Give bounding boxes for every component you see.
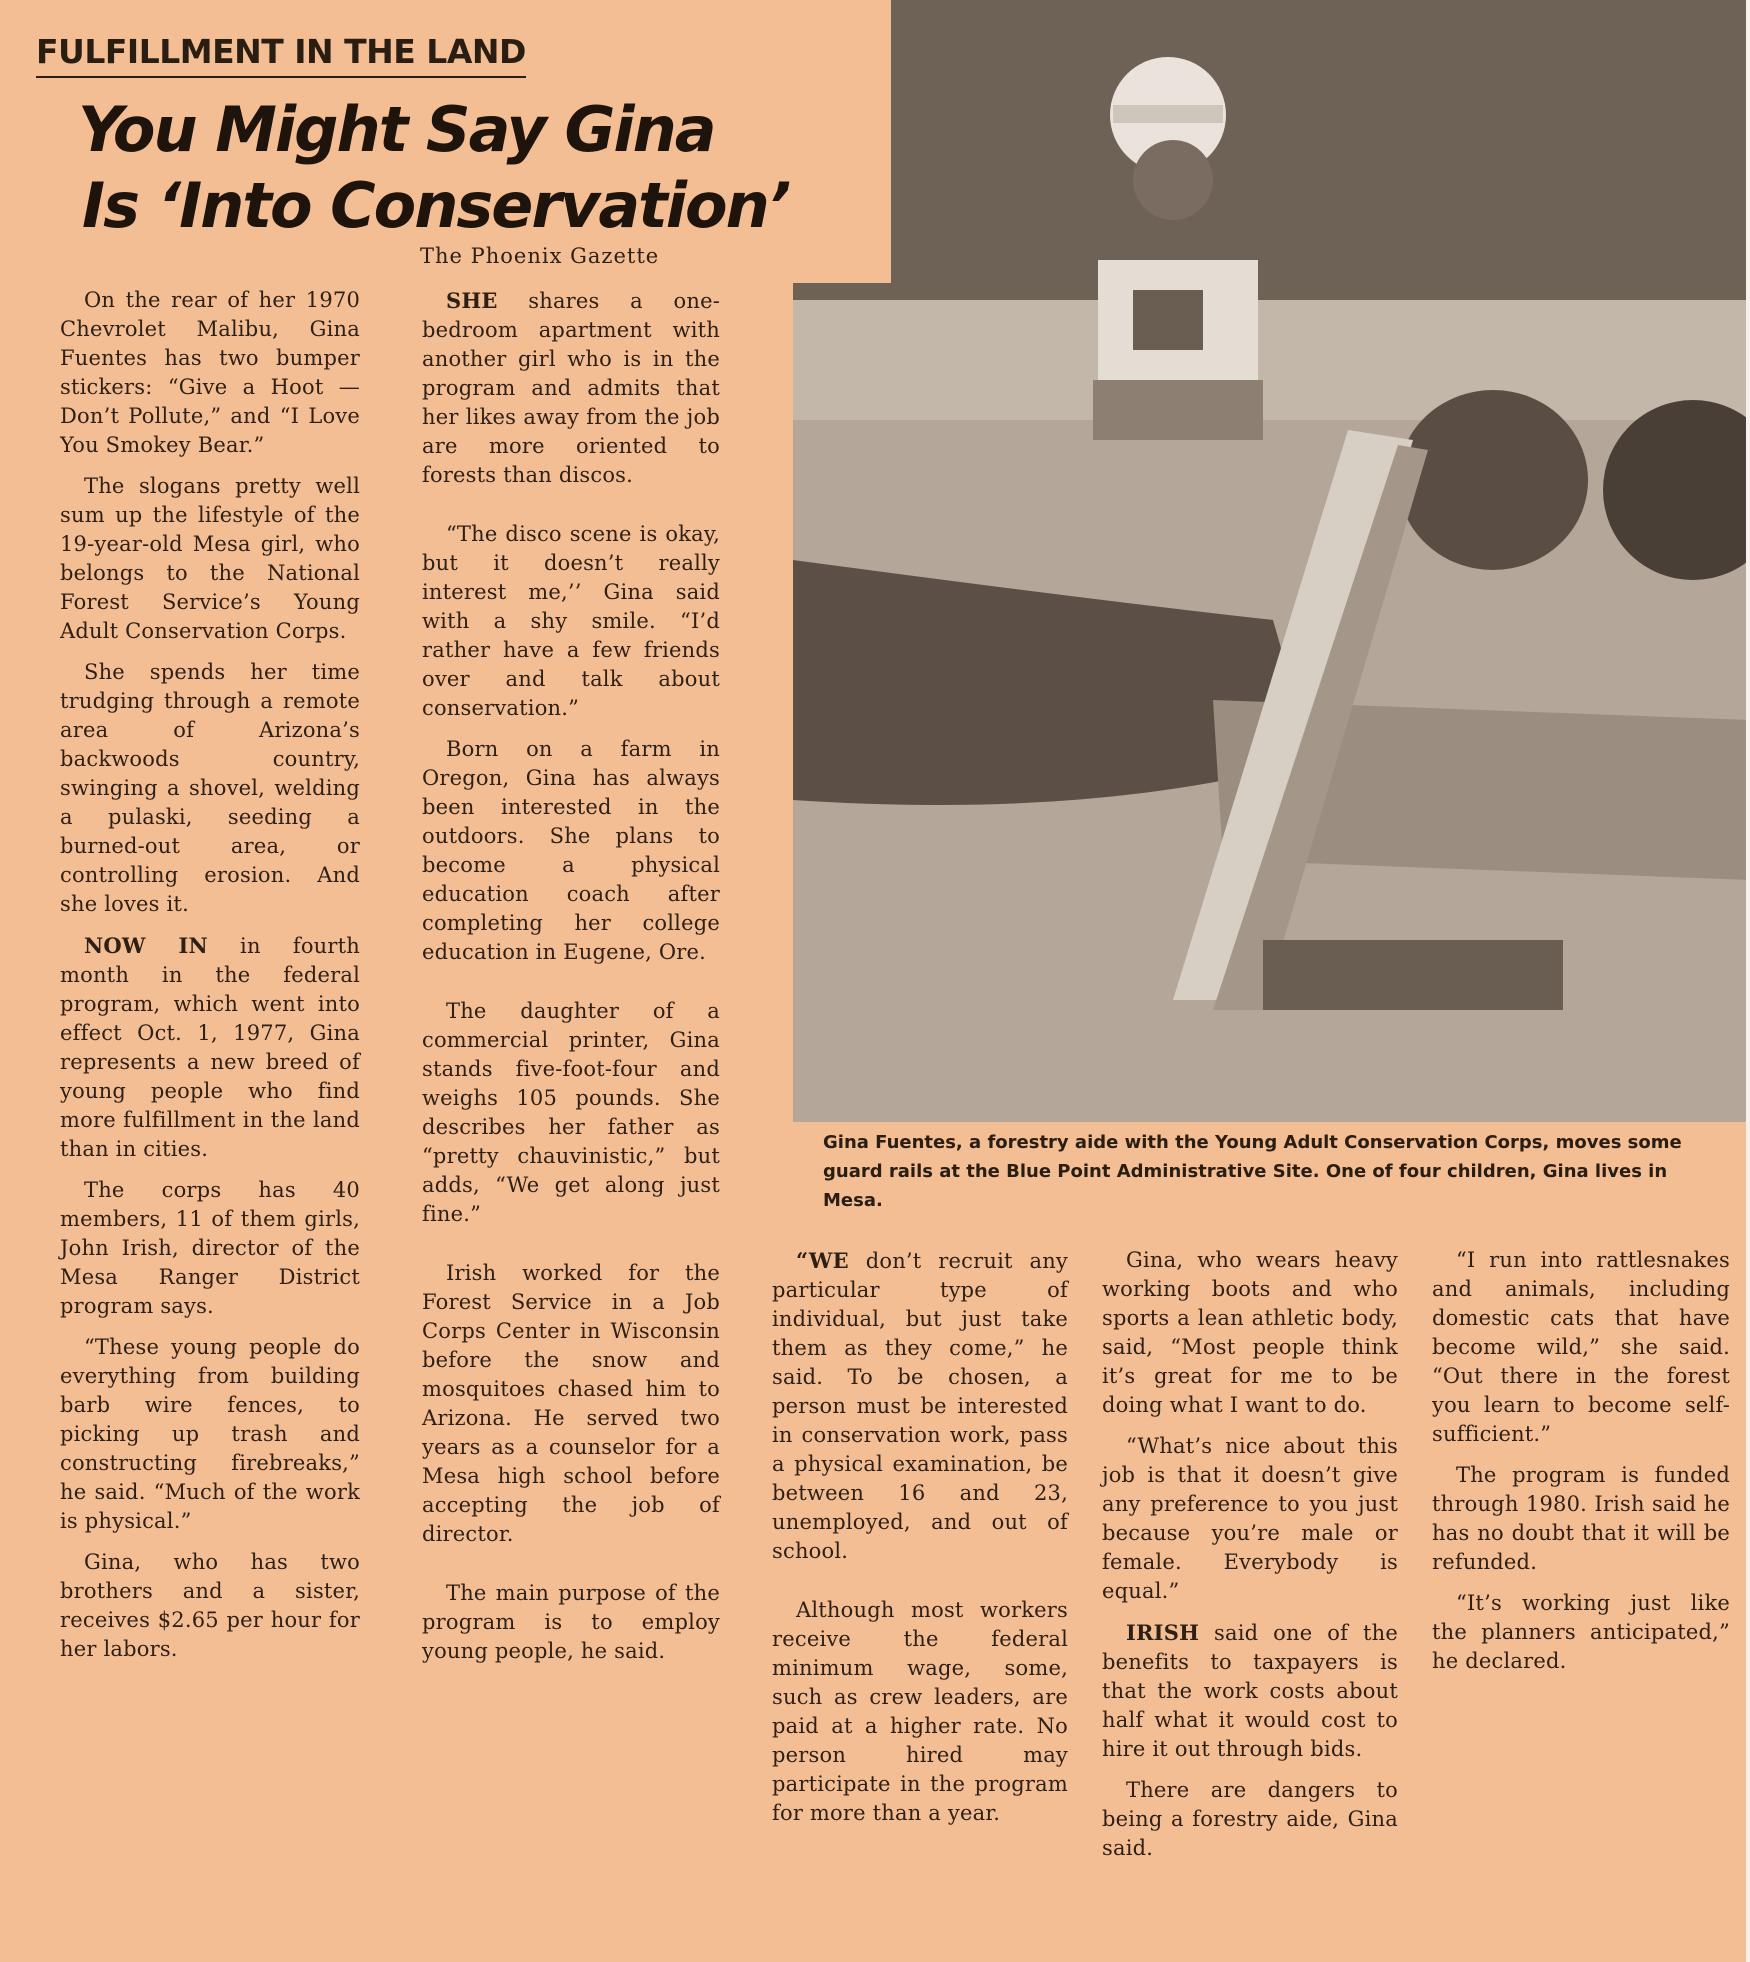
section-kicker: FULFILLMENT IN THE LAND bbox=[36, 30, 526, 78]
paragraph: There are dangers to being a forestry aide, Gina said. bbox=[1102, 1778, 1398, 1860]
paragraph: IRISH said one of the benefits to taxpayers is that the work costs about half what it would cost to hire it out through bids. bbox=[1102, 1620, 1398, 1761]
paragraph: SHE shares a one-bedroom apartment with another girl who is in the program and admits that her likes away from the job are more oriented to forests than discos. bbox=[422, 288, 720, 487]
text-column-4 bbox=[1102, 1246, 1398, 1875]
paragraph: She spends her time trudging through a remote area of Arizona’s backwoods country, swinging a shovel, welding a pulaski, seeding a burned-out area, or controlling erosion. And she loves it. bbox=[60, 660, 360, 916]
paragraph: On the rear of her 1970 Chevrolet Malibu, Gina Fuentes has two bumper stickers: “Give a Hoot — Don’t Pollute,” and “I Love You Smokey Bear.” bbox=[60, 288, 360, 457]
paragraph: The main purpose of the program is to employ young people, he said. bbox=[422, 1581, 720, 1663]
paragraph: “WE don’t recruit any particular type of individual, but just take them as they come,” he said. To be chosen, a person must be interested in conservation work, pass a physical examination, be between 16 and 23, unemployed, and out of school. bbox=[772, 1248, 1068, 1563]
paragraph: “What’s nice about this job is that it doesn’t give any preference to you just because you’re male or female. Everybody is equal.” bbox=[1102, 1434, 1398, 1603]
paragraph: Gina, who has two brothers and a sister, receives $2.65 per hour for her labors. bbox=[60, 1550, 360, 1661]
paragraph: Irish worked for the Forest Service in a Job Corps Center in Wisconsin before the snow and mosquitoes chased him to Arizona. He served two years as a counselor for a Mesa high school before accepting the job of director. bbox=[422, 1261, 720, 1546]
paragraph: NOW IN in fourth month in the federal program, which went into effect Oct. 1, 1977, Gina represents a new breed of young people who find more fulfillment in the land than in cities. bbox=[60, 933, 360, 1161]
paragraph-lead: NOW IN bbox=[84, 933, 208, 958]
paragraph-lead: IRISH bbox=[1126, 1620, 1200, 1645]
paragraph: The daughter of a commercial printer, Gina stands five-foot-four and weighs 105 pounds. She describes her father as “pretty chauvinistic,” but adds, “We get along just fine.” bbox=[422, 999, 720, 1226]
paragraph: The program is funded through 1980. Irish said he has no doubt that it will be refunded. bbox=[1432, 1463, 1730, 1574]
photo-caption: Gina Fuentes, a forestry aide with the Young Adult Conservation Corps, moves some guard rails at the Blue Point Administrative Site. One of four children, Gina lives in Mesa. bbox=[823, 1132, 1682, 1211]
paragraph: “These young people do everything from building barb wire fences, to picking up trash and constructing firebreaks,” he said. “Much of the work is physical.” bbox=[60, 1335, 360, 1533]
paragraph: Born on a farm in Oregon, Gina has always been interested in the outdoors. She plans to become a physical education coach after completing her college education in Eugene, Ore. bbox=[422, 737, 720, 964]
text-column-3 bbox=[772, 1246, 1068, 1840]
paragraph: The slogans pretty well sum up the lifestyle of the 19-year-old Mesa girl, who belongs to the National Forest Service’s Young Adult Conservation Corps. bbox=[60, 474, 360, 643]
source-credit: The Phoenix Gazette bbox=[420, 244, 660, 268]
text-column-2 bbox=[422, 286, 720, 1678]
headline-line-1: You Might Say Gina bbox=[78, 93, 715, 166]
paragraph: “I run into rattlesnakes and animals, including domestic cats that have become wild,” she said. “Out there in the forest you learn to become self-sufficient.” bbox=[1432, 1248, 1730, 1446]
paragraph: Although most workers receive the federal minimum wage, some, such as crew leaders, are paid at a higher rate. No person hired may participate in the program for more than a year. bbox=[772, 1598, 1068, 1825]
text-column-5 bbox=[1432, 1246, 1730, 1688]
paragraph: The corps has 40 members, 11 of them girls, John Irish, director of the Mesa Ranger District program says. bbox=[60, 1178, 360, 1318]
paragraph: “The disco scene is okay, but it doesn’t really interest me,’’ Gina said with a shy smile. “I’d rather have a few friends over and talk about conservation.” bbox=[422, 522, 720, 720]
headline bbox=[78, 92, 878, 244]
paragraph-lead: “WE bbox=[796, 1248, 849, 1273]
text-column-1 bbox=[60, 286, 360, 1676]
paragraph-lead: SHE bbox=[446, 288, 498, 313]
paragraph: “It’s working just like the planners anticipated,” he declared. bbox=[1432, 1591, 1730, 1673]
paragraph: Gina, who wears heavy working boots and who sports a lean athletic body, said, “Most people think it’s great for me to be doing what I want to do. bbox=[1102, 1248, 1398, 1417]
scan-edge bbox=[1746, 0, 1750, 1962]
news-photo bbox=[793, 0, 1750, 1122]
photo-forestry-aide-illustration bbox=[793, 0, 1750, 1122]
headline-line-2: Is ‘Into Conservation’ bbox=[82, 169, 790, 242]
